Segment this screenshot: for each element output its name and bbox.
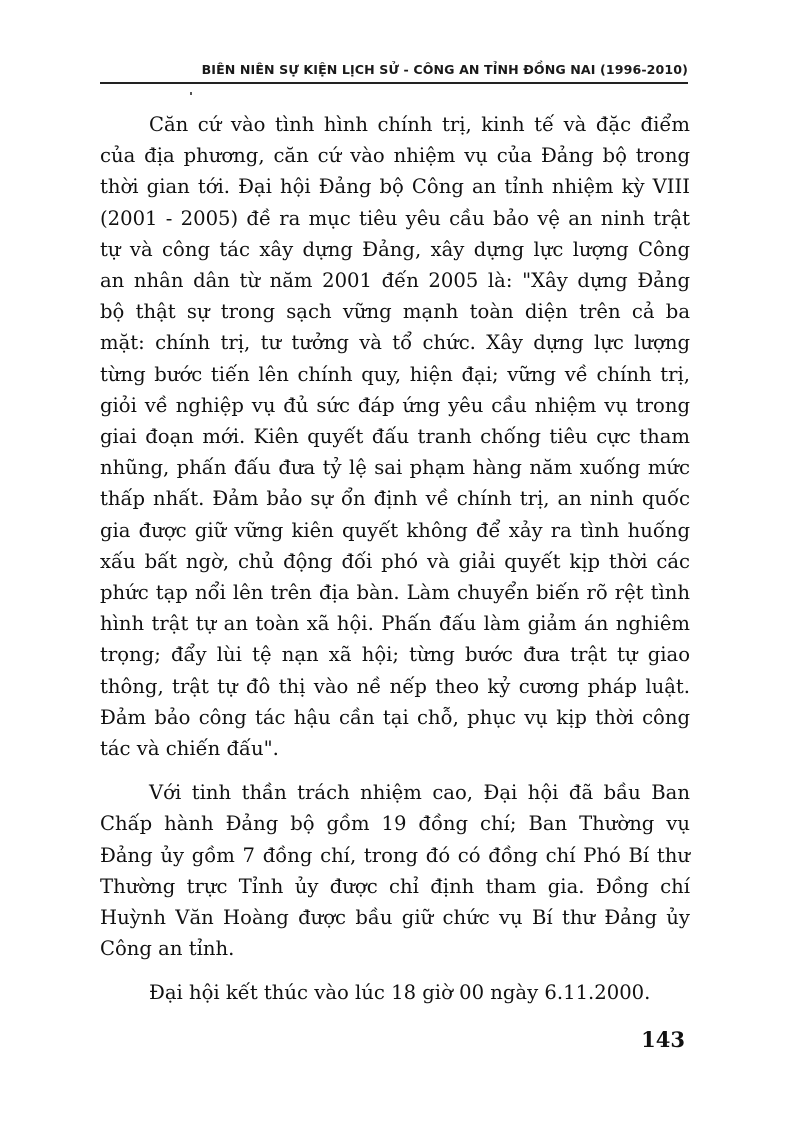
text-line: Đảng ủy gồm 7 đồng chí, trong đó có đồng chí Phó Bí thư xyxy=(100,843,690,867)
text-line: giỏi về nghiệp vụ đủ sức đáp ứng yêu cầu nhiệm vụ trong xyxy=(100,393,690,417)
body-text xyxy=(100,109,690,1009)
text-line: Chấp hành Đảng bộ gồm 19 đồng chí; Ban Thường vụ xyxy=(100,812,690,836)
text-line: tác và chiến đấu". xyxy=(100,737,279,761)
text-line: tự và công tác xây dựng Đảng, xây dựng lực lượng Công xyxy=(100,237,690,261)
text-line: thời gian tới. Đại hội Đảng bộ Công an tỉnh nhiệm kỳ VIII xyxy=(100,175,690,199)
text-line: an nhân dân từ năm 2001 đến 2005 là: "Xây dựng Đảng xyxy=(100,269,690,293)
text-line: Thường trực Tỉnh ủy được chỉ định tham gia. Đồng chí xyxy=(100,874,690,898)
text-line: Căn cứ vào tình hình chính trị, kinh tế và đặc điểm xyxy=(149,113,690,136)
text-line: thấp nhất. Đảm bảo sự ổn định về chính trị, an ninh quốc xyxy=(100,487,690,511)
text-line: Công an tỉnh. xyxy=(100,937,235,961)
text-line: Đảm bảo công tác hậu cần tại chỗ, phục vụ kịp thời công xyxy=(100,705,690,729)
paragraph-3 xyxy=(100,977,690,1008)
text-line: phức tạp nổi lên trên địa bàn. Làm chuyển biến rõ rệt tình xyxy=(100,581,690,605)
text-line: Đại hội kết thúc vào lúc 18 giờ 00 ngày 6.11.2000. xyxy=(149,981,651,1005)
text-line: trọng; đẩy lùi tệ nạn xã hội; từng bước đưa trật tự giao xyxy=(100,643,690,667)
text-line: mặt: chính trị, tư tưởng và tổ chức. Xây dựng lực lượng xyxy=(100,331,690,355)
text-line: bộ thật sự trong sạch vững mạnh toàn diện trên cả ba xyxy=(100,300,690,324)
text-line: từng bước tiến lên chính quy, hiện đại; vững về chính trị, xyxy=(100,362,690,386)
paragraph-2 xyxy=(100,777,690,964)
text-line: gia được giữ vững kiên quyết không để xảy ra tình huống xyxy=(100,518,690,542)
scan-speck xyxy=(190,92,192,95)
text-line: nhũng, phấn đấu đưa tỷ lệ sai phạm hàng năm xuống mức xyxy=(100,456,690,480)
text-line: (2001 - 2005) đề ra mục tiêu yêu cầu bảo vệ an ninh trật xyxy=(100,206,690,230)
running-header-title: BIÊN NIÊN SỰ KIỆN LỊCH SỬ - CÔNG AN TỈNH ĐỒNG NAI (1996-2010) xyxy=(201,62,688,77)
text-line: thông, trật tự đô thị vào nề nếp theo kỷ cương pháp luật. xyxy=(100,674,690,698)
text-line: xấu bất ngờ, chủ động đối phó và giải quyết kịp thời các xyxy=(100,549,690,573)
header-rule xyxy=(100,82,688,84)
text-line: Với tinh thần trách nhiệm cao, Đại hội đã bầu Ban xyxy=(149,781,690,805)
text-line: của địa phương, căn cứ vào nhiệm vụ của Đảng bộ trong xyxy=(100,144,690,168)
text-line: giai đoạn mới. Kiên quyết đấu tranh chống tiêu cực tham xyxy=(100,425,690,449)
paragraph-1 xyxy=(100,109,690,764)
text-line: Huỳnh Văn Hoàng được bầu giữ chức vụ Bí thư Đảng ủy xyxy=(100,906,690,930)
page-number: 143 xyxy=(641,1027,685,1052)
text-line: hình trật tự an toàn xã hội. Phấn đấu làm giảm án nghiêm xyxy=(100,612,690,636)
